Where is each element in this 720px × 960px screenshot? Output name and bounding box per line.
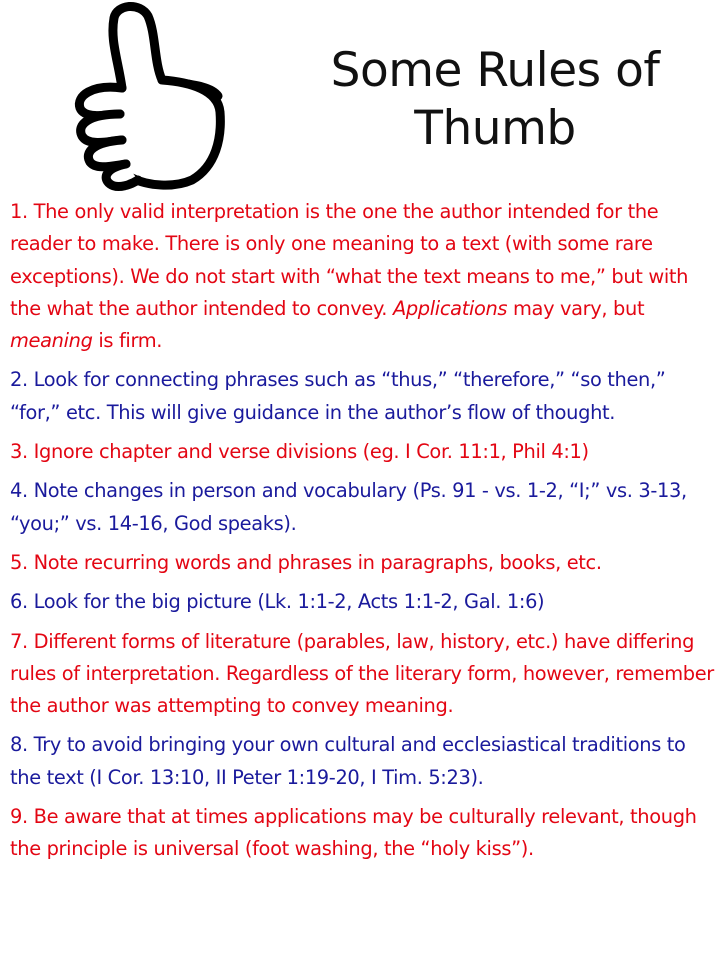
rules-list xyxy=(10,196,716,873)
rule-2: 2. Look for connecting phrases such as “thus,” “therefore,” “so then,” “for,” etc. This will give guidance in the author’s flow of thought. xyxy=(10,368,666,424)
rule-1: 1. The only valid interpretation is the one the author intended for the reader to make. There is only one meaning to a text (with some rare exceptions). We do not start with “what the text means to me,” but with the what the author intended to convey. Applications may vary, but meaning is firm. xyxy=(10,200,689,353)
rule-9: 9. Be aware that at times applications may be culturally relevant, though the principle is universal (foot washing, the “holy kiss”). xyxy=(10,805,697,861)
rule-3: 3. Ignore chapter and verse divisions (eg. I Cor. 11:1, Phil 4:1) xyxy=(10,440,589,464)
page-title xyxy=(300,42,690,158)
rule-4: 4. Note changes in person and vocabulary (Ps. 91 - vs. 1-2, “I;” vs. 3-13, “you;” vs. 14-16, God speaks). xyxy=(10,479,687,535)
rule-7: 7. Different forms of literature (parables, law, history, etc.) have differing rules of interpretation. Regardless of the literary form, however, remember the author was attempting to convey meaning. xyxy=(10,629,714,718)
title-line-1: Some Rules of xyxy=(330,43,660,98)
rule-8: 8. Try to avoid bringing your own cultural and ecclesiastical traditions to the text (I Cor. 13:10, II Peter 1:19-20, I Tim. 5:23). xyxy=(10,733,686,789)
thumbs-up-icon xyxy=(62,0,232,192)
rule-6: 6. Look for the big picture (Lk. 1:1-2, Acts 1:1-2, Gal. 1:6) xyxy=(10,590,545,614)
title-line-2: Thumb xyxy=(414,101,576,156)
rule-5: 5. Note recurring words and phrases in paragraphs, books, etc. xyxy=(10,550,602,574)
